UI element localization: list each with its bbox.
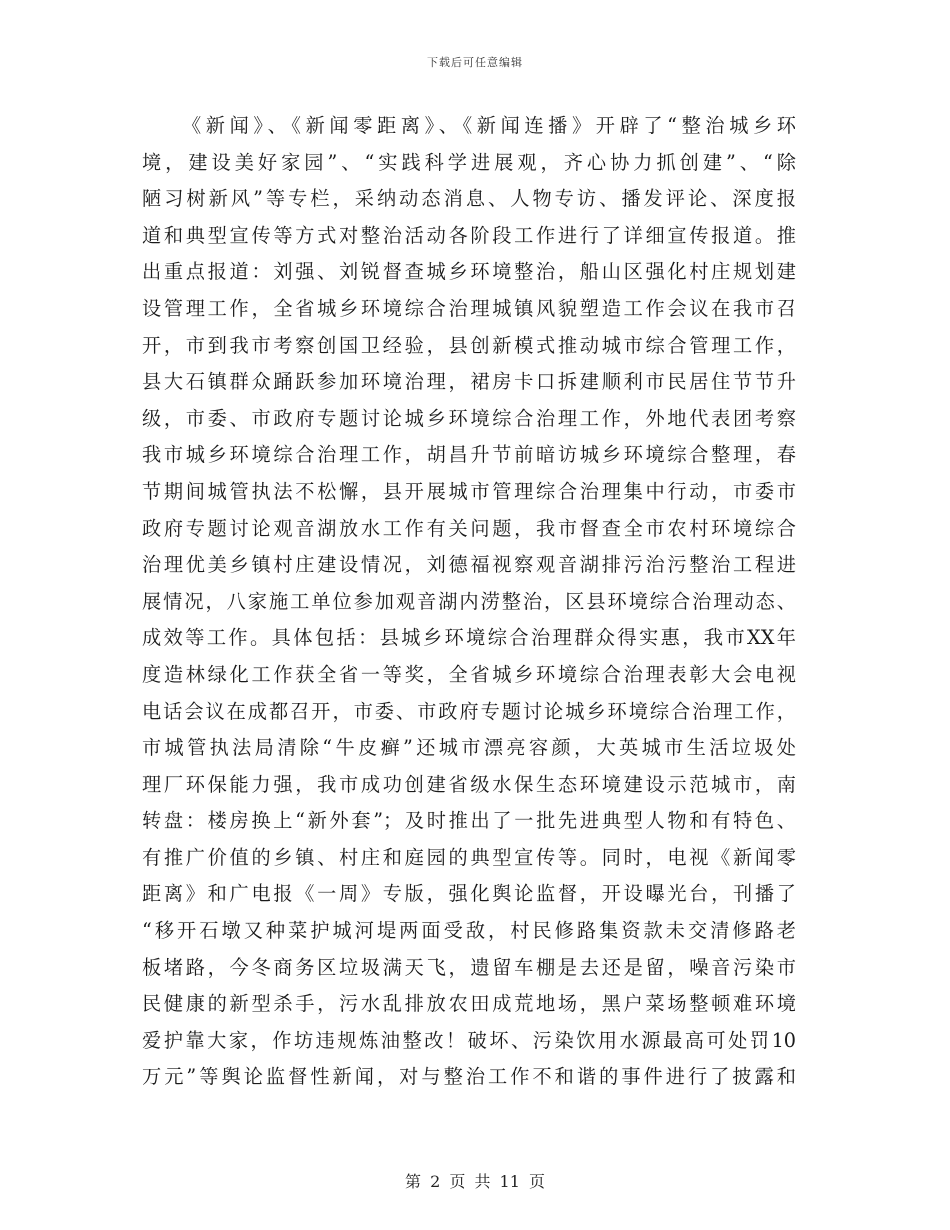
- body-line: 度造林绿化工作获全省一等奖，全省城乡环境综合治理表彰大会电视: [142, 662, 796, 686]
- body-line: 爱护靠大家，作坊违规炼油整改！破坏、污染饮用水源最高可处罚10: [142, 1028, 796, 1052]
- body-line: 《新闻》、《新闻零距离》、《新闻连播》开辟了“整治城乡环: [182, 114, 796, 137]
- body-line: 境，建设美好家园”、“实践科学进展观，齐心协力抓创建”、“除: [142, 150, 796, 174]
- body-line: 民健康的新型杀手，污水乱排放农田成荒地场，黑户菜场整顿难环境: [142, 992, 796, 1016]
- body-line: 出重点报道：刘强、刘锐督查城乡环境整治，船山区强化村庄规划建: [142, 260, 796, 284]
- body-line: 万元”等舆论监督性新闻，对与整治工作不和谐的事件进行了披露和: [142, 1065, 796, 1089]
- body-line: 设管理工作，全省城乡环境综合治理城镇风貌塑造工作会议在我市召: [142, 296, 796, 320]
- body-line: 距离》和广电报《一周》专版，强化舆论监督，开设曝光台，刊播了: [142, 882, 796, 906]
- body-line: 开，市到我市考察创国卫经验，县创新模式推动城市综合管理工作，: [142, 333, 796, 357]
- body-line: 电话会议在成都召开，市委、市政府专题讨论城乡环境综合治理工作，: [142, 699, 796, 723]
- body-line: 节期间城管执法不松懈，县开展城市管理综合治理集中行动，市委市: [142, 479, 796, 503]
- body-line: 我市城乡环境综合治理工作，胡昌升节前暗访城乡环境综合整理，春: [142, 443, 796, 467]
- page-header-note: 下载后可任意编辑: [427, 56, 523, 69]
- body-line: 级，市委、市政府专题讨论城乡环境综合治理工作，外地代表团考察: [142, 406, 796, 430]
- body-line: 转盘：楼房换上“新外套”；及时推出了一批先进典型人物和有特色、: [142, 809, 796, 833]
- body-line: 理厂环保能力强，我市成功创建省级水保生态环境建设示范城市，南: [142, 772, 796, 796]
- body-line: “移开石墩又种菜护城河堤两面受敌，村民修路集资款未交清修路老: [142, 919, 796, 943]
- body-line: 道和典型宣传等方式对整治活动各阶段工作进行了详细宣传报道。推: [142, 223, 796, 247]
- body-line: 板堵路，今冬商务区垃圾满天飞，遗留车棚是去还是留，噪音污染市: [142, 955, 796, 979]
- body-line: 陋习树新风”等专栏，采纳动态消息、人物专访、播发评论、深度报: [142, 187, 796, 211]
- body-line: 展情况，八家施工单位参加观音湖内涝整治，区县环境综合治理动态、: [142, 589, 796, 613]
- body-line: 治理优美乡镇村庄建设情况，刘德福视察观音湖排污治污整治工程进: [142, 553, 796, 577]
- page-number: 第 2 页 共 11 页: [405, 1172, 545, 1191]
- body-line: 有推广价值的乡镇、村庄和庭园的典型宣传等。同时，电视《新闻零: [142, 845, 796, 869]
- body-line: 市城管执法局清除“牛皮癣”还城市漂亮容颜，大英城市生活垃圾处: [142, 736, 796, 760]
- document-body: [142, 108, 796, 1096]
- body-line: 成效等工作。具体包括：县城乡环境综合治理群众得实惠，我市XX年: [142, 626, 796, 650]
- body-line: 政府专题讨论观音湖放水工作有关问题，我市督查全市农村环境综合: [142, 516, 796, 540]
- body-line: 县大石镇群众踊跃参加环境治理，裙房卡口拆建顺利市民居住节节升: [142, 370, 796, 394]
